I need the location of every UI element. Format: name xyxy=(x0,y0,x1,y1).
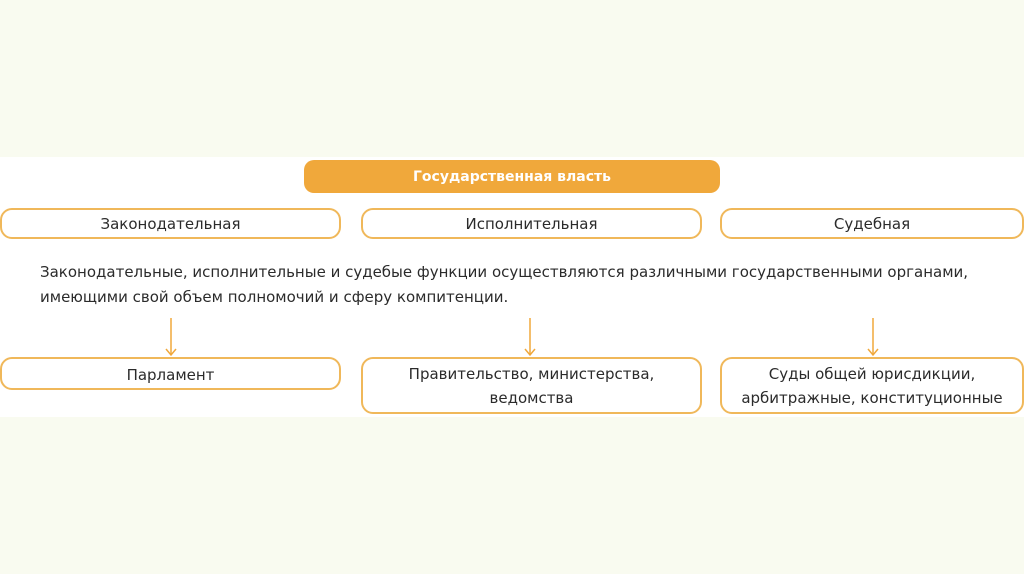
slide-panel xyxy=(0,157,1024,417)
courts-label xyxy=(741,362,1002,410)
arrow-down-icon xyxy=(524,318,536,357)
government-label-line2: ведомства xyxy=(489,388,574,407)
parliament-label: Парламент xyxy=(126,366,215,384)
arrow-down-icon xyxy=(165,318,177,357)
courts-label-line1: Суды общей юрисдикции, xyxy=(768,364,976,383)
judicial-branch-label: Судебная xyxy=(833,214,911,233)
legislative-branch-box xyxy=(0,208,341,239)
legislative-branch-label: Законодательная xyxy=(100,214,241,233)
executive-branch-label: Исполнительная xyxy=(465,214,598,233)
judicial-branch-box xyxy=(720,208,1024,239)
description-text: Законодательные, исполнительные и судебые функции осуществляются различными государственными органами, имеющими свой объем полномочий и сферу компитенции. xyxy=(40,263,969,306)
arrow-down-icon xyxy=(867,318,879,357)
government-label xyxy=(409,362,655,410)
state-power-box xyxy=(304,160,720,193)
government-label-line1: Правительство, министерства, xyxy=(408,364,655,383)
courts-box xyxy=(720,357,1024,414)
government-box xyxy=(361,357,702,414)
state-power-title: Государственная власть xyxy=(413,168,611,185)
parliament-box xyxy=(0,357,341,390)
courts-label-line2: арбитражные, конституционные xyxy=(741,388,1003,407)
executive-branch-box xyxy=(361,208,702,239)
